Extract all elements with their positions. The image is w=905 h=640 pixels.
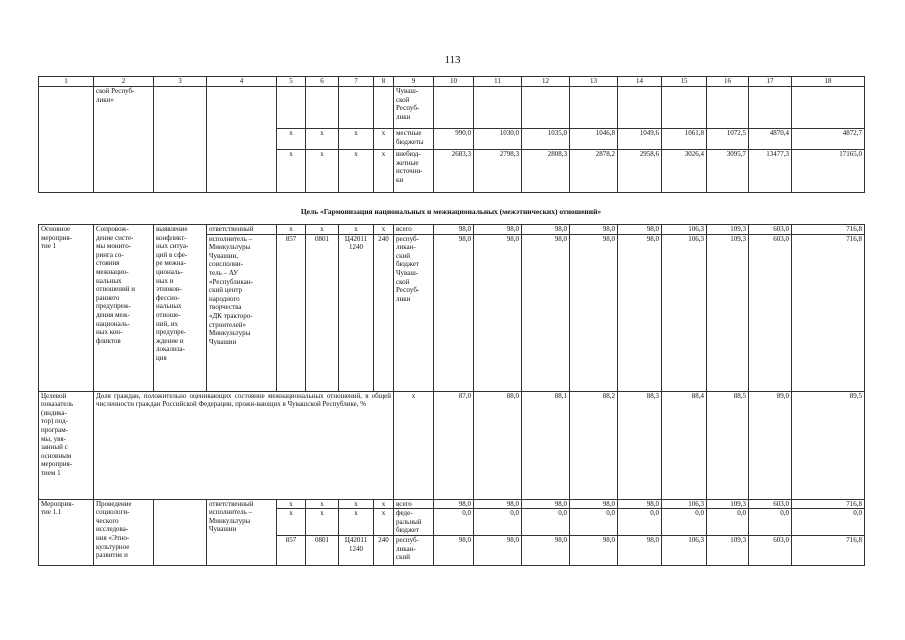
- col-num: 9: [394, 77, 434, 87]
- value-cell: 98,0: [522, 536, 570, 566]
- cell: [749, 87, 792, 129]
- cell: x: [277, 225, 306, 235]
- cell: x: [306, 509, 339, 536]
- cell: 0801: [306, 536, 339, 566]
- value-cell: 106,3: [662, 234, 707, 391]
- cell: x: [339, 129, 374, 150]
- cell: x: [374, 509, 394, 536]
- value-cell: 88,3: [618, 391, 662, 499]
- cell: x: [277, 509, 306, 536]
- value-cell: 4870,4: [749, 129, 792, 150]
- cell: x: [374, 150, 394, 193]
- value-cell: 1072,5: [707, 129, 749, 150]
- value-cell: 98,0: [618, 536, 662, 566]
- responsible-cell: ответственный исполнитель – Минкультуры Чувашии: [207, 499, 277, 566]
- value-cell: 603,0: [749, 536, 792, 566]
- col-num: 6: [306, 77, 339, 87]
- value-cell: 3026,4: [662, 150, 707, 193]
- value-cell: 87,0: [434, 391, 474, 499]
- source-cell: феде- ральный бюджет: [394, 509, 434, 536]
- value-cell: 0,0: [749, 509, 792, 536]
- cell: 857: [277, 536, 306, 566]
- cell: x: [339, 509, 374, 536]
- cell: x: [277, 129, 306, 150]
- cell: 0801: [306, 234, 339, 391]
- value-cell: 0,0: [522, 509, 570, 536]
- cell: x: [374, 129, 394, 150]
- value-cell: 98,0: [522, 499, 570, 509]
- cell: x: [306, 499, 339, 509]
- cell: x: [306, 150, 339, 193]
- budget-table-bottom: [38, 224, 865, 566]
- cell: ской Респуб- лики»: [94, 87, 154, 193]
- cell: 240: [374, 536, 394, 566]
- cell: [434, 87, 474, 129]
- value-cell: 0,0: [434, 509, 474, 536]
- value-cell: 0,0: [662, 509, 707, 536]
- value-cell: 1035,0: [522, 129, 570, 150]
- cell: Ц42011 1240: [339, 536, 374, 566]
- value-cell: 990,0: [434, 129, 474, 150]
- value-cell: 98,0: [618, 499, 662, 509]
- value-cell: 89,0: [749, 391, 792, 499]
- value-cell: 98,0: [618, 234, 662, 391]
- source-cell: всего: [394, 499, 434, 509]
- value-cell: 716,8: [792, 536, 865, 566]
- value-cell: 2798,3: [474, 150, 522, 193]
- value-cell: 109,3: [707, 234, 749, 391]
- value-cell: 603,0: [749, 234, 792, 391]
- cell: x: [394, 391, 434, 499]
- cell: x: [306, 129, 339, 150]
- col-num: 4: [207, 77, 277, 87]
- value-cell: 4872,7: [792, 129, 865, 150]
- cell: [374, 87, 394, 129]
- value-cell: 98,0: [434, 536, 474, 566]
- value-cell: 109,3: [707, 536, 749, 566]
- col-num: 3: [154, 77, 207, 87]
- value-cell: 98,0: [570, 499, 618, 509]
- value-cell: 98,0: [434, 499, 474, 509]
- value-cell: 0,0: [474, 509, 522, 536]
- cell: x: [339, 225, 374, 235]
- cell: [306, 87, 339, 129]
- cell: [154, 499, 207, 566]
- goal-heading: Цель «Гармонизация национальных и межнациональных (межэтнических) отношений»: [300, 207, 602, 216]
- value-cell: 98,0: [618, 225, 662, 235]
- value-cell: 2958,6: [618, 150, 662, 193]
- source-cell: респуб- ликан- ский бюджет Чуваш- ской Респуб- лики: [394, 234, 434, 391]
- table-row: [39, 391, 865, 499]
- cell: [618, 87, 662, 129]
- value-cell: 1061,8: [662, 129, 707, 150]
- value-cell: 716,8: [792, 225, 865, 235]
- source-cell: респуб- ликан- ский: [394, 536, 434, 566]
- source-cell: всего: [394, 225, 434, 235]
- col-num: 11: [474, 77, 522, 87]
- value-cell: 109,3: [707, 225, 749, 235]
- col-num: 16: [707, 77, 749, 87]
- column-number-row: [39, 77, 865, 87]
- cell: x: [306, 225, 339, 235]
- cell: [707, 87, 749, 129]
- cell: 240: [374, 234, 394, 391]
- value-cell: 88,4: [662, 391, 707, 499]
- col-num: 1: [39, 77, 94, 87]
- value-cell: 88,0: [474, 391, 522, 499]
- source-cell: Чуваш- ской Респуб- лики: [394, 87, 434, 129]
- col-num: 18: [792, 77, 865, 87]
- cell: [474, 87, 522, 129]
- value-cell: 98,0: [474, 234, 522, 391]
- value-cell: 17165,0: [792, 150, 865, 193]
- cell: x: [339, 150, 374, 193]
- value-cell: 2683,3: [434, 150, 474, 193]
- cell: x: [374, 499, 394, 509]
- col-num: 10: [434, 77, 474, 87]
- value-cell: 98,0: [474, 499, 522, 509]
- value-cell: 98,0: [570, 234, 618, 391]
- value-cell: 98,0: [474, 536, 522, 566]
- cell: 857: [277, 234, 306, 391]
- value-cell: 2808,3: [522, 150, 570, 193]
- col-num: 8: [374, 77, 394, 87]
- value-cell: 2878,2: [570, 150, 618, 193]
- value-cell: 98,0: [522, 234, 570, 391]
- value-cell: 98,0: [474, 225, 522, 235]
- cell: [662, 87, 707, 129]
- cell: [277, 87, 306, 129]
- cell: [207, 87, 277, 193]
- col-num: 2: [94, 77, 154, 87]
- indicator-description-cell: Доля граждан, положительно оценивающих состояние межнациональных отношений, в общей численности граждан Российской Федерации, прожи-вающих в Чувашской Республике, %: [94, 391, 394, 499]
- col-num: 7: [339, 77, 374, 87]
- event-title-cell: Проведение социологи- ческого исследова- ния «Этно- культурное развитие и: [94, 499, 154, 566]
- responsible-cell: ответственный: [207, 225, 277, 235]
- value-cell: 0,0: [570, 509, 618, 536]
- cell: [792, 87, 865, 129]
- value-cell: 88,2: [570, 391, 618, 499]
- cell: x: [374, 225, 394, 235]
- value-cell: 109,3: [707, 499, 749, 509]
- col-num: 17: [749, 77, 792, 87]
- col-num: 14: [618, 77, 662, 87]
- event-goal-cell: выявление конфликт- ных ситуа- ций в сфе- ре межна- циональ- ных и этнокон- фессио- нальных отноше- ний, их предупре- ждение и локализа- ция: [154, 225, 207, 392]
- value-cell: 3095,7: [707, 150, 749, 193]
- cell: [570, 87, 618, 129]
- cell: Ц42011 1240: [339, 234, 374, 391]
- cell: x: [277, 150, 306, 193]
- value-cell: 89,5: [792, 391, 865, 499]
- value-cell: 0,0: [792, 509, 865, 536]
- cell: [39, 87, 94, 193]
- value-cell: 98,0: [434, 225, 474, 235]
- event-name-cell: Мероприя- тие 1.1: [39, 499, 94, 566]
- col-num: 12: [522, 77, 570, 87]
- value-cell: 1030,0: [474, 129, 522, 150]
- source-cell: внебюд- жетные источни- ки: [394, 150, 434, 193]
- table-row: [39, 87, 865, 129]
- table-row: [39, 225, 865, 235]
- value-cell: 98,0: [434, 234, 474, 391]
- col-num: 5: [277, 77, 306, 87]
- value-cell: 106,3: [662, 536, 707, 566]
- value-cell: 603,0: [749, 499, 792, 509]
- value-cell: 98,0: [522, 225, 570, 235]
- value-cell: 98,0: [570, 536, 618, 566]
- cell: [339, 87, 374, 129]
- value-cell: 716,8: [792, 234, 865, 391]
- event-title-cell: Сопровож- дение систе- мы монито- ринга со- стояния межнацио- нальных отношений и раннего предупреж- дения меж- националь- ных кон- фликтов: [94, 225, 154, 392]
- cell: [522, 87, 570, 129]
- value-cell: 0,0: [707, 509, 749, 536]
- page-number: 113: [444, 54, 461, 66]
- value-cell: 98,0: [570, 225, 618, 235]
- value-cell: 88,1: [522, 391, 570, 499]
- table-row: [39, 499, 865, 509]
- value-cell: 13477,3: [749, 150, 792, 193]
- responsible-cell: исполнитель – Минкультуры Чувашии, соисполни- тель – АУ «Республикан- ский центр народного творчества «ДК тракторо- строителей» Минкультуры Чувашии: [207, 234, 277, 391]
- value-cell: 1046,8: [570, 129, 618, 150]
- cell: [154, 87, 207, 193]
- value-cell: 1049,6: [618, 129, 662, 150]
- indicator-name-cell: Целевой показатель (индика- тор) под- програм- мы, увя- занный с основным мероприя- тием 1: [39, 391, 94, 499]
- col-num: 13: [570, 77, 618, 87]
- cell: x: [339, 499, 374, 509]
- value-cell: 603,0: [749, 225, 792, 235]
- value-cell: 106,3: [662, 499, 707, 509]
- source-cell: местные бюджеты: [394, 129, 434, 150]
- value-cell: 106,3: [662, 225, 707, 235]
- cell: x: [277, 499, 306, 509]
- event-name-cell: Основное мероприя- тие 1: [39, 225, 94, 392]
- value-cell: 88,5: [707, 391, 749, 499]
- budget-table-top: [38, 76, 865, 193]
- value-cell: 0,0: [618, 509, 662, 536]
- col-num: 15: [662, 77, 707, 87]
- value-cell: 716,8: [792, 499, 865, 509]
